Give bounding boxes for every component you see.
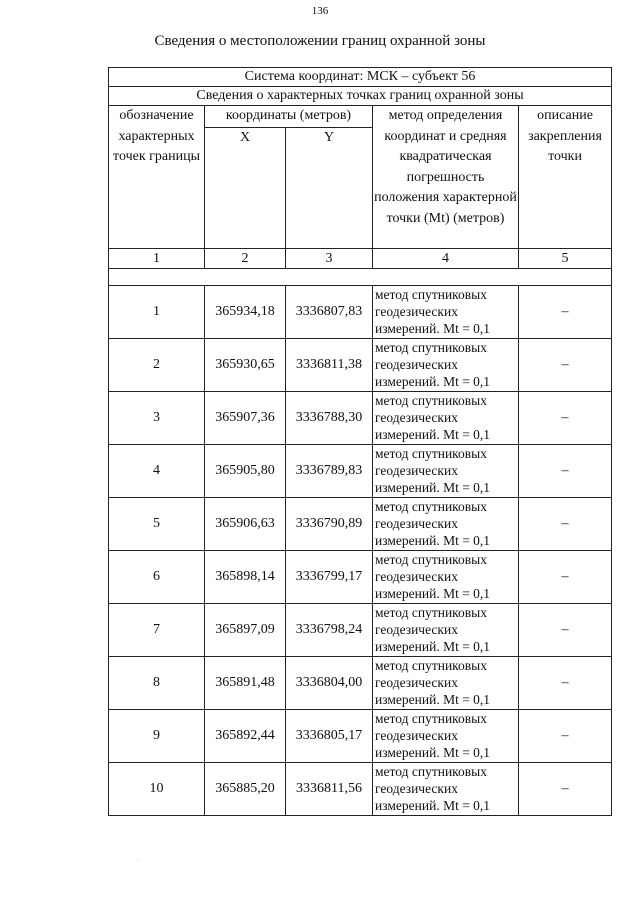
coord-x: 365897,09: [205, 603, 286, 656]
method: метод спутниковых геодезических измерений. Mt = 0,1: [373, 656, 519, 709]
point-description: –: [519, 497, 612, 550]
coord-x: 365934,18: [205, 285, 286, 338]
header-designation: обозначение характерных точек границы: [109, 106, 205, 249]
coord-x: 365891,48: [205, 656, 286, 709]
point-description: –: [519, 285, 612, 338]
column-number: 5: [519, 248, 612, 268]
header-description: описание закрепления точки: [519, 106, 612, 249]
point-description: –: [519, 550, 612, 603]
table-row: [109, 497, 612, 550]
header-method: метод определения координат и средняя квадратическая погрешность положения характерной точки (Mt) (метров): [373, 106, 519, 249]
header-coordinates: координаты (метров): [205, 106, 373, 128]
page-title: Сведения о местоположении границ охранной зоны: [154, 33, 486, 49]
point-number: 9: [109, 709, 205, 762]
point-description: –: [519, 391, 612, 444]
column-number: 2: [205, 248, 286, 268]
coord-y: 3336798,24: [286, 603, 373, 656]
coord-x: 365906,63: [205, 497, 286, 550]
table-row: [109, 285, 612, 338]
coord-y: 3336789,83: [286, 444, 373, 497]
coord-y: 3336799,17: [286, 550, 373, 603]
method: метод спутниковых геодезических измерений. Mt = 0,1: [373, 550, 519, 603]
method: метод спутниковых геодезических измерений. Mt = 0,1: [373, 285, 519, 338]
method: метод спутниковых геодезических измерений. Mt = 0,1: [373, 497, 519, 550]
table-row: [109, 550, 612, 603]
table-row: [109, 338, 612, 391]
table-row: [109, 444, 612, 497]
method: метод спутниковых геодезических измерений. Mt = 0,1: [373, 444, 519, 497]
coord-y: 3336811,56: [286, 762, 373, 815]
column-number: 4: [373, 248, 519, 268]
table-row: [109, 603, 612, 656]
header-x: X: [205, 127, 286, 248]
coordinates-table: [108, 67, 612, 816]
blank-row: [109, 268, 612, 285]
coord-x: 365907,36: [205, 391, 286, 444]
coord-y: 3336811,38: [286, 338, 373, 391]
coord-y: 3336790,89: [286, 497, 373, 550]
point-number: 8: [109, 656, 205, 709]
point-number: 4: [109, 444, 205, 497]
coord-y: 3336805,17: [286, 709, 373, 762]
coordinate-system: Система координат: МСК – субъект 56: [109, 68, 612, 87]
table-row: [109, 656, 612, 709]
page-number: 136: [311, 5, 329, 17]
coord-x: 365885,20: [205, 762, 286, 815]
column-number: 3: [286, 248, 373, 268]
blank-cell: [109, 268, 612, 285]
point-number: 3: [109, 391, 205, 444]
coord-x: 365905,80: [205, 444, 286, 497]
header-y: Y: [286, 127, 373, 248]
point-description: –: [519, 762, 612, 815]
method: метод спутниковых геодезических измерений. Mt = 0,1: [373, 709, 519, 762]
point-description: –: [519, 656, 612, 709]
point-number: 6: [109, 550, 205, 603]
point-description: –: [519, 603, 612, 656]
method: метод спутниковых геодезических измерений. Mt = 0,1: [373, 391, 519, 444]
column-number: 1: [109, 248, 205, 268]
table-row: [109, 762, 612, 815]
point-number: 1: [109, 285, 205, 338]
footer-mark: ·: [137, 857, 139, 863]
point-number: 10: [109, 762, 205, 815]
method: метод спутниковых геодезических измерений. Mt = 0,1: [373, 762, 519, 815]
point-number: 7: [109, 603, 205, 656]
coord-y: 3336804,00: [286, 656, 373, 709]
coord-x: 365892,44: [205, 709, 286, 762]
point-number: 2: [109, 338, 205, 391]
method: метод спутниковых геодезических измерений. Mt = 0,1: [373, 338, 519, 391]
coord-x: 365898,14: [205, 550, 286, 603]
point-description: –: [519, 709, 612, 762]
coord-x: 365930,65: [205, 338, 286, 391]
table-subtitle: Сведения о характерных точках границ охранной зоны: [109, 87, 612, 106]
coord-y: 3336788,30: [286, 391, 373, 444]
point-description: –: [519, 338, 612, 391]
point-number: 5: [109, 497, 205, 550]
table-row: [109, 709, 612, 762]
point-description: –: [519, 444, 612, 497]
coord-y: 3336807,83: [286, 285, 373, 338]
column-numbers-row: [109, 248, 612, 268]
table-row: [109, 391, 612, 444]
method: метод спутниковых геодезических измерений. Mt = 0,1: [373, 603, 519, 656]
